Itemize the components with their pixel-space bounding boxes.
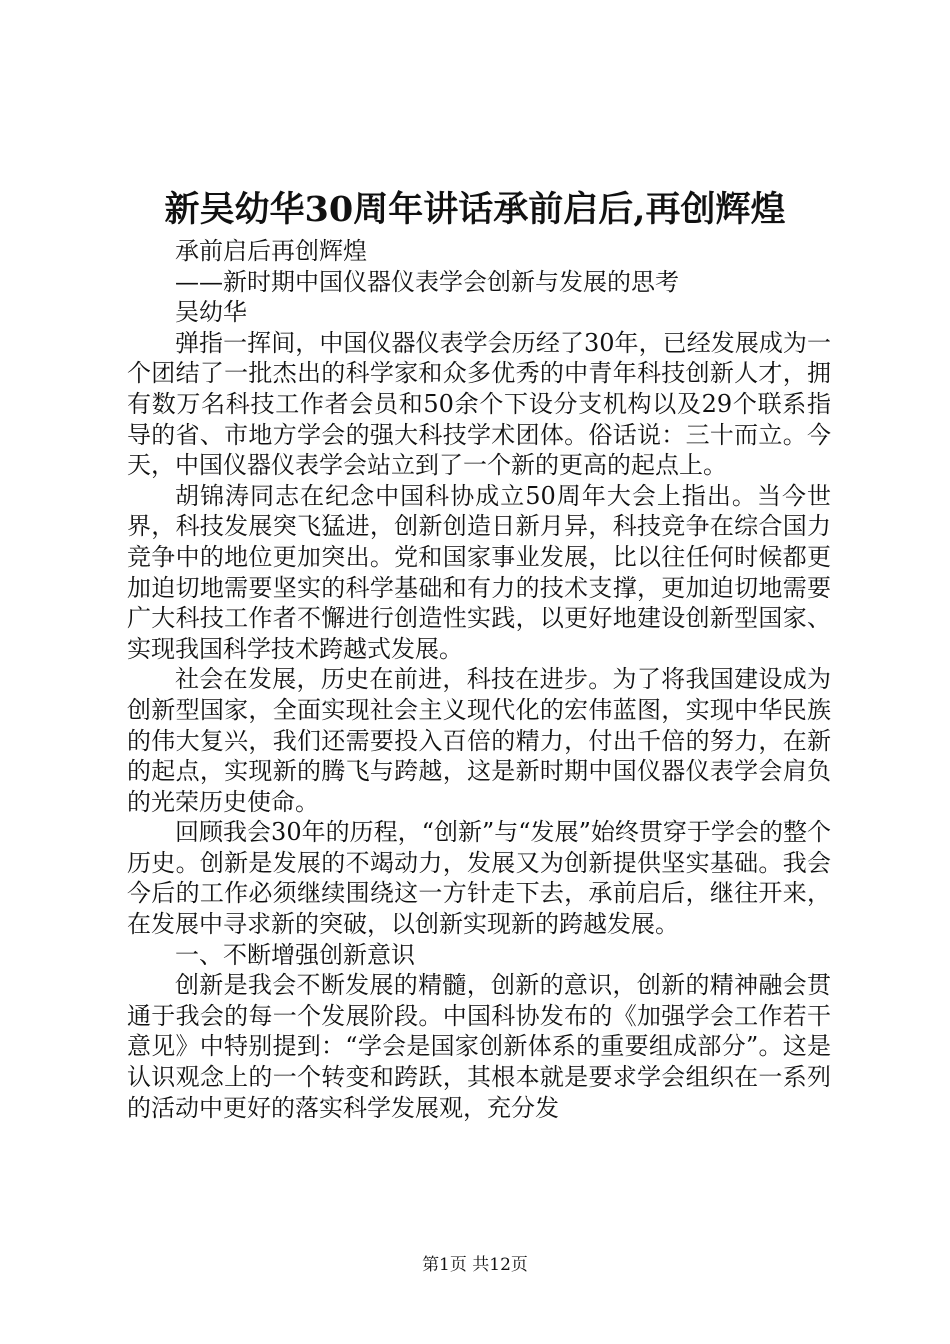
subtitle: 承前启后再创辉煌 bbox=[175, 237, 367, 265]
subtitle-theme: ——新时期中国仪器仪表学会创新与发展的思考 bbox=[175, 267, 679, 296]
page-footer: 第1页 共12页 bbox=[422, 1255, 528, 1275]
section-heading: 一、不断增强创新意识 bbox=[175, 940, 415, 969]
body-paragraph: 回顾我会30年的历程，“创新”与“发展”始终贯穿于学会的整个历史。创新是发展的不竭动力，发展又为创新提供坚实基础。我会今后的工作必须继续围绕这一方针走下去，承前启后，继往开来，在发展中寻求新的突破，以创新实现新的跨越发展。 bbox=[127, 818, 831, 939]
body-paragraph: 弹指一挥间，中国仪器仪表学会历经了30年，已经发展成为一个团结了一批杰出的科学家和众多优秀的中青年科技创新人才，拥有数万名科技工作者会员和50余个下设分支机构以及29个联系指导的省、市地方学会的强大科技学术团体。俗话说：三十而立。今天，中国仪器仪表学会站立到了一个新的更高的起点上。 bbox=[127, 328, 831, 480]
body-paragraph: 胡锦涛同志在纪念中国科协成立50周年大会上指出。当今世界，科技发展突飞猛进，创新创造日新月异，科技竞争在综合国力竞争中的地位更加突出。党和国家事业发展，比以往任何时候都更加迫切地需要坚实的科学基础和有力的技术支撑，更加迫切地需要广大科技工作者不懈进行创造性实践，以更好地建设创新型国家、实现我国科学技术跨越式发展。 bbox=[127, 481, 831, 663]
body-paragraph: 社会在发展，历史在前进，科技在进步。为了将我国建设成为创新型国家，全面实现社会主义现代化的宏伟蓝图，实现中华民族的伟大复兴，我们还需要投入百倍的精力，付出千倍的努力，在新的起点，实现新的腾飞与跨越，这是新时期中国仪器仪表学会肩负的光荣历史使命。 bbox=[127, 665, 831, 816]
author: 吴幼华 bbox=[175, 298, 247, 327]
body-paragraph: 创新是我会不断发展的精髓，创新的意识，创新的精神融会贯通于我会的每一个发展阶段。中国科协发布的《加强学会工作若干意见》中特别提到：“学会是国家创新体系的重要组成部分”。这是认识观念上的一个转变和跨跃，其根本就是要求学会组织在一系列的活动中更好的落实科学发展观，充分发 bbox=[127, 971, 831, 1122]
document-body bbox=[127, 236, 831, 1123]
document-title: 新吴幼华30周年讲话承前启后,再创辉煌 bbox=[164, 189, 786, 230]
